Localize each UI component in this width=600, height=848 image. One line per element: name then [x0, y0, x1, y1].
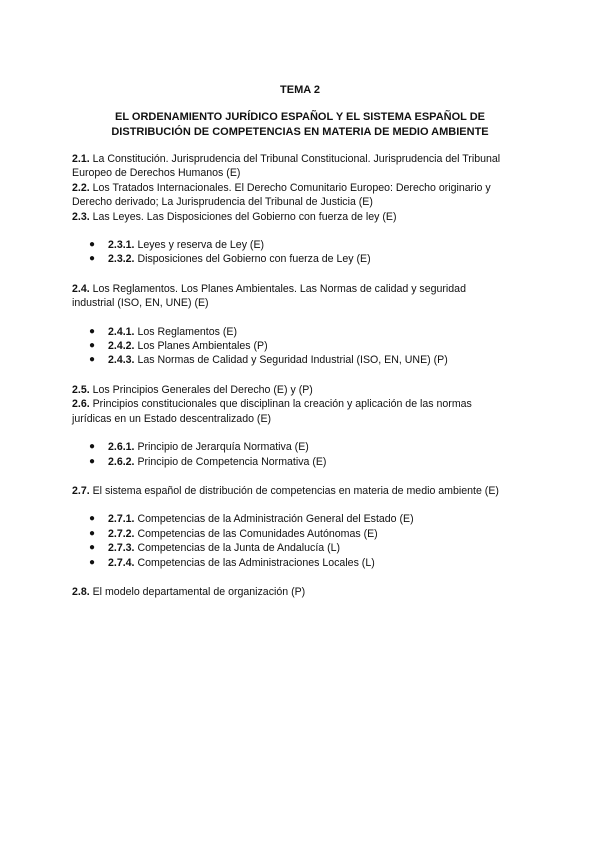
- bullet-icon: ●: [89, 513, 96, 525]
- list-item: [72, 527, 532, 541]
- section-number: 2.2.: [72, 181, 90, 194]
- section-number: 2.4.: [72, 282, 90, 295]
- section-2-6: [72, 397, 532, 426]
- list-item: [72, 440, 532, 454]
- subsection-list-2-3: [72, 238, 532, 267]
- section-number: 2.5.: [72, 383, 90, 396]
- subsection-text: Leyes y reserva de Ley (E): [134, 239, 265, 252]
- section-text: Las Leyes. Las Disposiciones del Gobierno con fuerza de ley (E): [89, 210, 397, 223]
- subsection-list-2-6: [72, 440, 532, 469]
- list-item: [72, 512, 532, 526]
- subsection-list-2-7: [72, 512, 532, 570]
- section-number: 2.1.: [72, 153, 90, 165]
- subtitle-line: DISTRIBUCIÓN DE COMPETENCIAS EN MATERIA DE MEDIO AMBIENTE: [111, 126, 489, 138]
- subsection-number: 2.4.1.: [108, 325, 135, 338]
- bullet-icon: ●: [89, 441, 96, 453]
- bullet-icon: ●: [89, 325, 96, 337]
- section-text: Europeo de Derechos Humanos (E): [72, 167, 241, 180]
- bullet-icon: ●: [89, 253, 96, 265]
- section-text: El modelo departamental de organización (P): [89, 585, 306, 598]
- bullet-icon: ●: [89, 527, 96, 539]
- subsection-number: 2.6.2.: [108, 455, 135, 468]
- subsection-number: 2.3.2.: [108, 253, 135, 266]
- subsection-number: 2.3.1.: [108, 239, 135, 252]
- section-2-8: [72, 585, 532, 599]
- bullet-icon: ●: [89, 556, 96, 568]
- list-item: [72, 541, 532, 555]
- subsection-text: Principio de Competencia Normativa (E): [134, 455, 327, 468]
- subsection-number: 2.4.2.: [108, 340, 135, 353]
- subsection-text: Competencias de la Junta de Andalucía (L): [134, 542, 341, 555]
- section-text: Los Tratados Internacionales. El Derecho Comunitario Europeo: Derecho originario y: [89, 181, 491, 194]
- bullet-icon: ●: [89, 354, 96, 366]
- section-text: El sistema español de distribución de competencias en materia de medio ambiente (E): [89, 484, 499, 497]
- bullet-icon: ●: [89, 542, 96, 554]
- list-item: [72, 353, 532, 367]
- document-body: [72, 152, 532, 599]
- subsection-number: 2.7.1.: [108, 513, 135, 526]
- section-2-1: [72, 152, 532, 181]
- bullet-icon: ●: [89, 340, 96, 352]
- subsection-number: 2.4.3.: [108, 354, 135, 367]
- section-2-4: [72, 282, 532, 311]
- bullet-icon: ●: [89, 455, 96, 467]
- section-number: 2.3.: [72, 210, 90, 223]
- section-number: 2.7.: [72, 484, 90, 497]
- section-2-7: [72, 484, 532, 498]
- document-subtitle: [0, 110, 600, 140]
- subsection-text: Los Reglamentos (E): [134, 325, 237, 338]
- section-text: La Constitución. Jurisprudencia del Tribunal Constitucional. Jurisprudencia del Tribunal: [89, 153, 501, 165]
- section-number: 2.8.: [72, 585, 90, 598]
- subsection-text: Las Normas de Calidad y Seguridad Industrial (ISO, EN, UNE) (P): [134, 354, 448, 367]
- list-item: [72, 252, 532, 266]
- section-2-5: [72, 383, 532, 397]
- subsection-number: 2.7.4.: [108, 556, 135, 569]
- section-text: Derecho derivado; La Jurisprudencia del Tribunal de Justicia (E): [72, 196, 373, 209]
- section-text: Principios constitucionales que disciplinan la creación y aplicación de las normas: [89, 398, 472, 411]
- section-2-2: [72, 181, 532, 210]
- list-item: [72, 455, 532, 469]
- subsection-number: 2.6.1.: [108, 441, 135, 454]
- section-text: industrial (ISO, EN, UNE) (E): [72, 297, 209, 310]
- subsection-number: 2.7.2.: [108, 527, 135, 540]
- list-item: [72, 325, 532, 339]
- list-item: [72, 556, 532, 570]
- document-title: TEMA 2: [280, 84, 320, 96]
- subsection-text: Disposiciones del Gobierno con fuerza de Ley (E): [134, 253, 371, 266]
- subtitle-line: EL ORDENAMIENTO JURÍDICO ESPAÑOL Y EL SISTEMA ESPAÑOL DE: [115, 111, 485, 123]
- subsection-text: Competencias de la Administración General del Estado (E): [134, 513, 414, 526]
- section-2-3: [72, 210, 532, 224]
- bullet-icon: ●: [89, 239, 96, 251]
- list-item: [72, 339, 532, 353]
- subsection-list-2-4: [72, 325, 532, 368]
- list-item: [72, 238, 532, 252]
- subsection-text: Competencias de las Administraciones Locales (L): [134, 556, 375, 569]
- subsection-number: 2.7.3.: [108, 542, 135, 555]
- section-number: 2.6.: [72, 398, 90, 411]
- subsection-text: Competencias de las Comunidades Autónomas (E): [134, 527, 378, 540]
- subsection-text: Principio de Jerarquía Normativa (E): [134, 441, 309, 454]
- subsection-text: Los Planes Ambientales (P): [134, 340, 268, 353]
- section-text: jurídicas en un Estado descentralizado (E): [72, 412, 272, 425]
- section-text: Los Reglamentos. Los Planes Ambientales. Las Normas de calidad y seguridad: [89, 282, 466, 295]
- section-text: Los Principios Generales del Derecho (E) y (P): [89, 383, 313, 396]
